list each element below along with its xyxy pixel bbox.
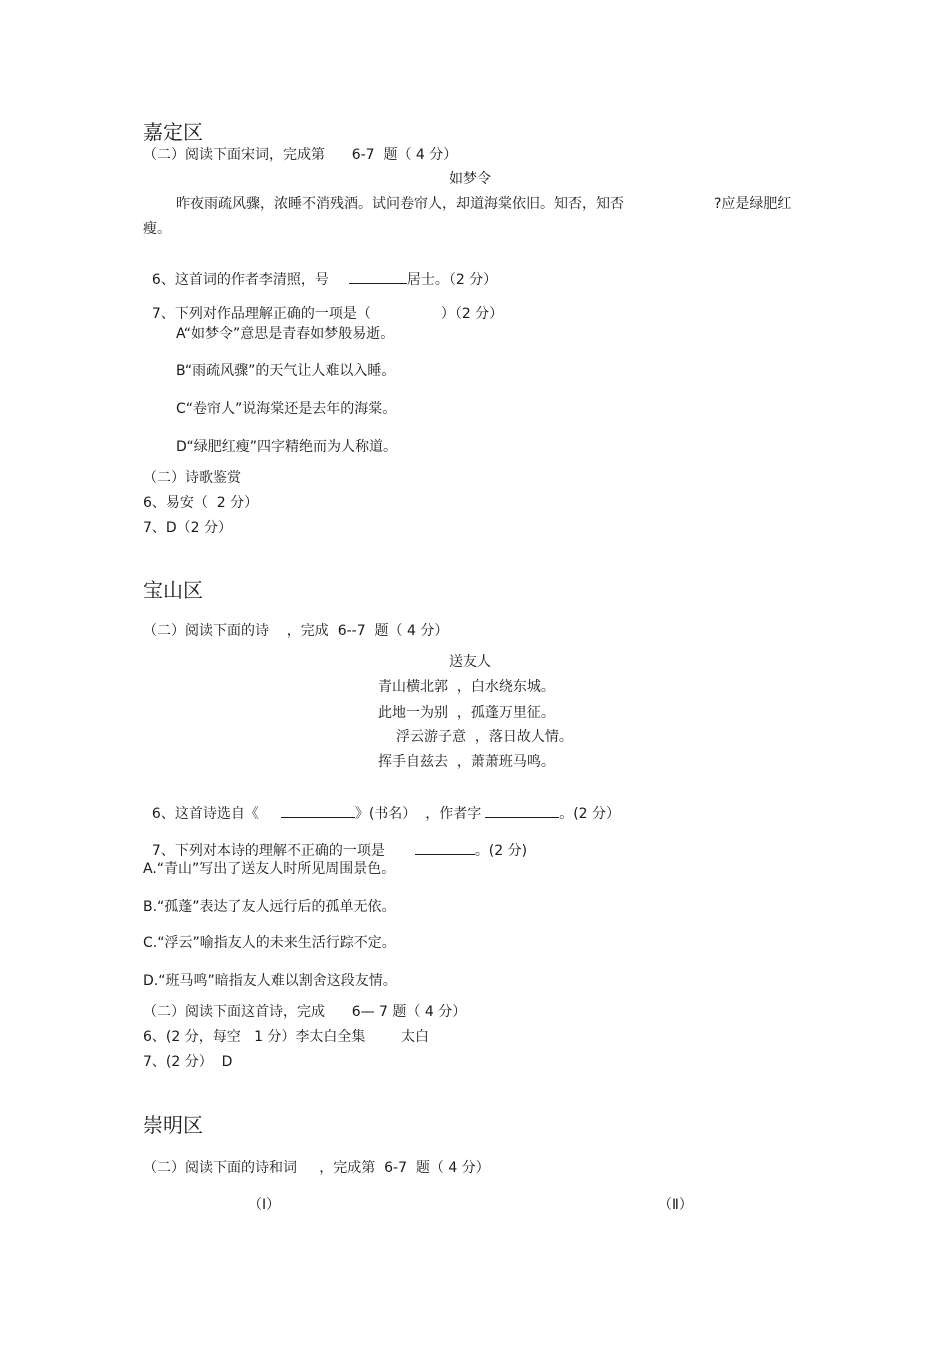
question-7-suffix: 。(2 分): [474, 843, 528, 859]
question-7-baoshan: [143, 822, 527, 860]
answer-7-jiading: 7、D（2 分）: [143, 520, 233, 536]
poem-line-1: 昨夜雨疏风骤，浓睡不消残酒。试问卷帘人，却道海棠依旧。知否，知否: [176, 196, 624, 212]
answer-6-baoshan: 6、(2 分，每空 1 分）李太白全集 太白: [143, 1029, 430, 1045]
question-6-suffix: 。(2 分）: [559, 806, 621, 822]
answer-blank: [349, 269, 407, 284]
poem-line-1-end: ?应是绿肥红: [714, 196, 792, 212]
poem-label-1: （Ⅰ）: [248, 1197, 281, 1213]
answer-title-jiading: （二）诗歌鉴赏: [143, 470, 241, 486]
section-heading-baoshan: 宝山区: [143, 578, 203, 602]
question-6-middle: 》(书名） ，作者字: [354, 806, 482, 822]
answer-blank: [281, 803, 355, 818]
poem-label-2: （Ⅱ）: [658, 1197, 693, 1213]
answer-blank: [415, 840, 475, 855]
poem-line-2: 瘦。: [143, 221, 171, 237]
option-a-baoshan: A.“青山”写出了送友人时所见周围景色。: [143, 861, 396, 877]
question-6-baoshan: [143, 785, 620, 823]
instruction-baoshan: （二）阅读下面的诗 ，完成 6--7 题（ 4 分）: [143, 623, 449, 639]
question-7-suffix: ）（2 分）: [440, 306, 504, 322]
answer-6-jiading: 6、易安（ 2 分）: [143, 495, 259, 511]
option-c-jiading: C“卷帘人”说海棠还是去年的海棠。: [176, 401, 397, 417]
section-heading-chongming: 崇明区: [143, 1113, 203, 1137]
answer-blank: [485, 803, 559, 818]
instruction-jiading: （二）阅读下面宋词，完成第 6-7 题（ 4 分）: [143, 147, 458, 163]
option-b-jiading: B“雨疏风骤”的天气让人难以入睡。: [176, 363, 396, 379]
question-6-prefix: 6、这首词的作者李清照，号: [151, 272, 329, 288]
question-7-prefix: 7、下列对作品理解正确的一项是（: [151, 306, 371, 322]
option-d-baoshan: D.“班马鸣”暗指友人难以割舍这段友情。: [143, 973, 397, 989]
option-c-baoshan: C.“浮云”喻指友人的未来生活行踪不定。: [143, 935, 396, 951]
answer-7-baoshan: 7、(2 分） D: [143, 1054, 233, 1070]
poem-line: 浮云游子意 ，落日故人情。: [396, 729, 573, 745]
instruction-chongming: （二）阅读下面的诗和词 ，完成第 6-7 题（ 4 分）: [143, 1160, 490, 1176]
poem-title-rumengling: 如梦令: [449, 171, 491, 187]
section-heading-jiading: 嘉定区: [143, 120, 203, 144]
question-6-jiading: [143, 251, 497, 289]
poem-title-songyouren: 送友人: [449, 654, 491, 670]
option-b-baoshan: B.“孤蓬”表达了友人远行后的孤单无依。: [143, 899, 396, 915]
poem-line: 此地一为别 ，孤蓬万里征。: [378, 705, 555, 721]
question-6-prefix: 6、这首诗选自《: [151, 806, 259, 822]
question-7-prefix: 7、下列对本诗的理解不正确的一项是: [151, 843, 385, 859]
option-d-jiading: D“绿肥红瘦”四字精绝而为人称道。: [176, 439, 397, 455]
question-6-suffix: 居士。（2 分）: [406, 272, 498, 288]
option-a-jiading: A“如梦令”意思是青春如梦般易逝。: [176, 326, 395, 342]
poem-line: 青山横北郭 ，白水绕东城。: [378, 679, 555, 695]
question-7-jiading: [143, 287, 503, 323]
answer-title-baoshan: （二）阅读下面这首诗，完成 6— 7 题（ 4 分）: [143, 1004, 467, 1020]
poem-line: 挥手自兹去 ，萧萧班马鸣。: [378, 754, 555, 770]
